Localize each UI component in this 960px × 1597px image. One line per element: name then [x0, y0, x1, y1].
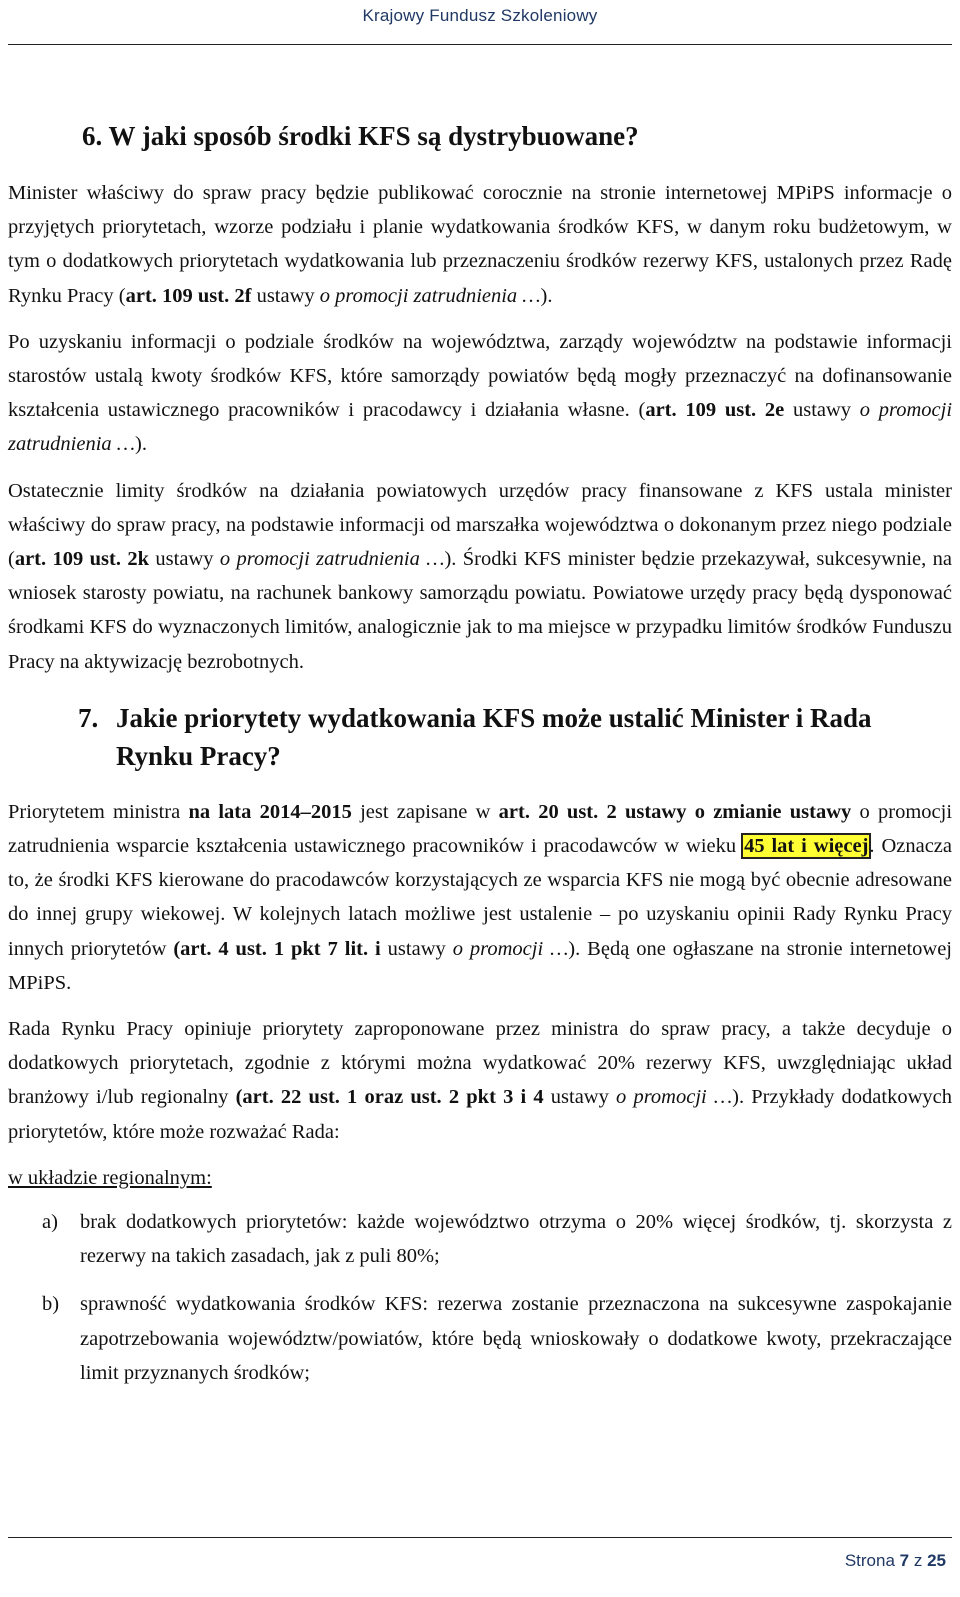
page-footer [0, 1532, 960, 1597]
page-header [0, 0, 960, 48]
section-7-paragraph-1: Priorytetem ministra na lata 2014–2015 jest zapisane w art. 20 ust. 2 ustawy o zmianie ustawy o promocji zatrudnienia wsparcie kształcenia ustawicznego pracowników i pracodawców w wieku 45 lat i więcej. Oznacza to, że środki KFS kierowane do pracodawców korzystających ze wsparcia KFS nie mogą być obecnie adresowane do innej grupy wiekowej. W kolejnych latach możliwe jest ustalenie – po uzyskaniu opinii Rady Rynku Pracy innych priorytetów (art. 4 ust. 1 pkt 7 lit. i ustawy o promocji …). Będą one ogłaszane na stronie internetowej MPiPS. [8, 800, 953, 994]
legal-reference: art. 109 ust. 2k [14, 548, 150, 571]
legal-reference: art. 109 ust. 2f [125, 284, 252, 307]
act-title: o promocji zatrudnienia … [219, 548, 445, 571]
page-content [8, 120, 952, 1404]
section-7-paragraph-2: Rada Rynku Pracy opiniuje priorytety zaproponowane przez ministra do spraw pracy, a także decyduje o dodatkowych priorytetach, zgodnie z którymi można wydatkować 20% rezerwy KFS, uwzględniając układ branżowy i/lub regionalny (art. 22 ust. 1 oraz ust. 2 pkt 3 i 4 ustawy o promocji …). Przykłady dodatkowych priorytetów, które może rozważać Rada: [8, 1018, 952, 1143]
header-divider [8, 44, 952, 45]
section-7-number: 7. [78, 702, 99, 733]
footer-divider [8, 1537, 952, 1538]
priority-examples-list [8, 1205, 952, 1390]
highlighted-age-group: 45 lat i więcej [744, 835, 869, 858]
list-marker: a) [42, 1211, 58, 1234]
section-6-paragraph-1: Minister właściwy do spraw pracy będzie publikować corocznie na stronie internetowej MPiPS informacje o przyjętych priorytetach, wzorze podziału i planie wydatkowania środków KFS, w danym roku budżetowym, w tym o dodatkowych priorytetach wydatkowania lub przeznaczeniu środków rezerwy KFS, ustalonych przez Radę Rynku Pracy (art. 109 ust. 2f ustawy o promocji zatrudnienia …). [8, 182, 952, 307]
section-7-title: Jakie priorytety wydatkowania KFS może ustalić Minister i Rada Rynku Pracy? [116, 702, 872, 771]
regional-subheading: w układzie regionalnym: [8, 1166, 212, 1189]
section-6-heading: 6. W jaki sposób środki KFS są dystrybuowane? [82, 121, 639, 151]
section-6-paragraph-2: Po uzyskaniu informacji o podziale środków na województwa, zarządy województw na podstawie informacji starostów ustalą kwoty środków KFS, które samorządy powiatów będą mogły przeznaczyć na dofinansowanie kształcenia ustawicznego pracowników i pracodawcy i działania własne. (art. 109 ust. 2e ustawy o promocji zatrudnienia …). [8, 330, 953, 456]
act-title: o promocji … [452, 937, 569, 960]
current-page: 7 [899, 1551, 910, 1570]
section-6-paragraph-3: Ostatecznie limity środków na działania powiatowych urzędów pracy finansowane z KFS ustala minister właściwy do spraw pracy, na podstawie informacji od marszałka województwa o dokonanym przez niego podziale (art. 109 ust. 2k ustawy o promocji zatrudnienia …). Środki KFS minister będzie przekazywał, sukcesywnie, na wniosek starosty powiatu, na rachunek bankowy samorządu powiatu. Powiatowe urzędy pracy będą dysponować środkami KFS do wyznaczonych limitów, analogicznie jak to ma miejsce w przypadku limitów środków Funduszu Pracy na aktywizację bezrobotnych. [8, 479, 952, 673]
act-title: o promocji zatrudnienia … [319, 284, 541, 307]
legal-reference: art. 20 ust. 2 ustawy o zmianie ustawy [498, 800, 852, 823]
years-range: na lata 2014–2015 [188, 800, 352, 823]
legal-reference: (art. 4 ust. 1 pkt 7 lit. i [173, 937, 381, 960]
legal-reference: (art. 22 ust. 1 oraz ust. 2 pkt 3 i 4 [235, 1086, 544, 1109]
header-title: Krajowy Fundusz Szkoleniowy [362, 6, 598, 25]
section-7-heading [78, 699, 952, 775]
legal-reference: art. 109 ust. 2e [645, 399, 785, 422]
list-item [8, 1205, 952, 1273]
list-marker: b) [42, 1293, 60, 1316]
act-title: o promocji zatrudnienia … [8, 399, 953, 456]
act-title: o promocji … [616, 1086, 733, 1109]
list-item-text: brak dodatkowych priorytetów: każde województwo otrzyma o 20% więcej środków, tj. skorzysta z rezerwy na takich zasadach, jak z puli 80%; [80, 1211, 952, 1268]
page-number: Strona 7 z 25 [844, 1551, 946, 1570]
list-item [8, 1287, 952, 1390]
total-pages: 25 [927, 1551, 946, 1570]
list-item-text: sprawność wydatkowania środków KFS: rezerwa zostanie przeznaczona na sukcesywne zaspokajanie zapotrzebowania województw/powiatów, które będą wnioskowały o dodatkowe kwoty, przekraczające limit przyznanych środków; [80, 1293, 952, 1384]
